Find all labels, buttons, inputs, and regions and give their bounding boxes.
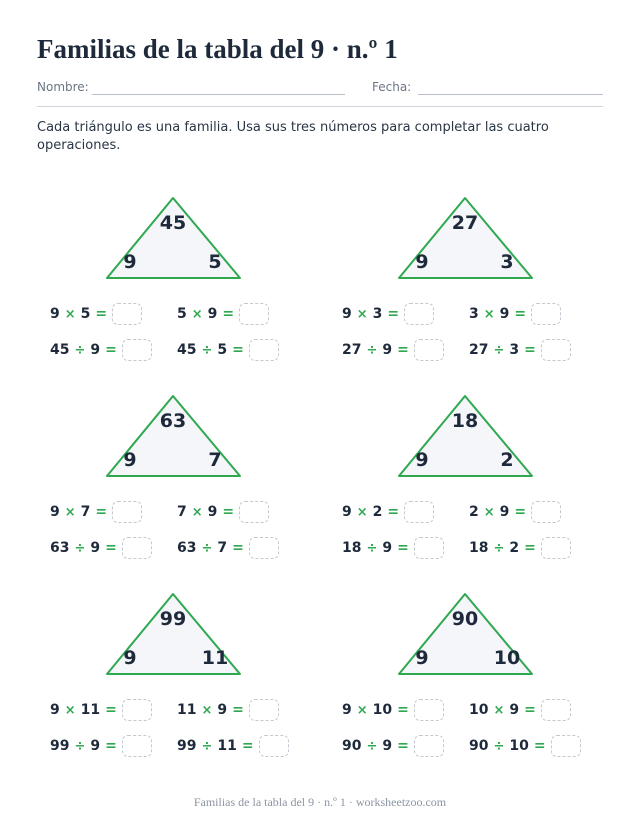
answer-box[interactable] xyxy=(249,339,279,361)
answer-box[interactable] xyxy=(259,735,289,757)
equals-sign: = xyxy=(533,738,546,754)
operand-b: 3 xyxy=(372,306,383,322)
operand-b: 9 xyxy=(90,540,101,556)
answer-box[interactable] xyxy=(122,537,152,559)
equation-row xyxy=(177,302,269,326)
operator-symbol: ÷ xyxy=(74,738,86,754)
triangle-top-number: 27 xyxy=(451,212,479,234)
operator-symbol: × xyxy=(483,306,495,322)
operator-symbol: ÷ xyxy=(201,540,213,556)
family-triangle xyxy=(37,188,327,288)
answer-box[interactable] xyxy=(414,699,444,721)
equals-sign: = xyxy=(222,504,235,520)
footer: Familias de la tabla del 9 · n.º 1 · worksheetzoo.com xyxy=(193,795,447,809)
equals-sign: = xyxy=(105,342,117,358)
answer-box[interactable] xyxy=(541,339,571,361)
operand-a: 99 xyxy=(50,738,70,754)
equation-row xyxy=(342,536,444,560)
equation-row xyxy=(469,536,571,560)
answer-box[interactable] xyxy=(239,303,269,325)
operand-a: 10 xyxy=(469,702,489,718)
equation-row xyxy=(177,500,269,524)
operand-b: 10 xyxy=(372,702,393,718)
fact-family xyxy=(37,188,327,378)
equation-row xyxy=(469,698,571,722)
triangle-top-number: 99 xyxy=(159,608,187,630)
equals-sign: = xyxy=(222,306,235,322)
operand-a: 99 xyxy=(177,738,197,754)
equation-row xyxy=(342,734,444,758)
answer-box[interactable] xyxy=(414,339,444,361)
family-triangle xyxy=(37,584,327,684)
operator-symbol: × xyxy=(64,306,76,322)
operand-a: 5 xyxy=(177,306,187,322)
operand-a: 9 xyxy=(342,306,352,322)
operand-b: 3 xyxy=(509,342,520,358)
operand-a: 63 xyxy=(50,540,70,556)
family-triangle xyxy=(37,386,327,486)
equation-row xyxy=(342,338,444,362)
equals-sign: = xyxy=(241,738,254,754)
operator-symbol: × xyxy=(493,702,505,718)
operator-symbol: ÷ xyxy=(366,540,378,556)
equation-row xyxy=(177,698,279,722)
operand-a: 2 xyxy=(469,504,479,520)
operand-b: 9 xyxy=(207,306,218,322)
fact-family xyxy=(329,584,619,774)
name-field[interactable] xyxy=(92,94,345,95)
equals-sign: = xyxy=(232,342,244,358)
triangle-left-number: 9 xyxy=(123,251,137,273)
equation-row xyxy=(50,302,142,326)
operand-a: 90 xyxy=(469,738,489,754)
operand-b: 9 xyxy=(90,738,101,754)
answer-box[interactable] xyxy=(414,537,444,559)
operand-a: 27 xyxy=(469,342,489,358)
equation-row xyxy=(469,302,561,326)
equals-sign: = xyxy=(397,702,409,718)
answer-box[interactable] xyxy=(112,303,142,325)
triangle-right-number: 7 xyxy=(208,449,222,471)
equation-row xyxy=(342,698,444,722)
operator-symbol: × xyxy=(356,504,368,520)
equation-row xyxy=(50,536,152,560)
operand-a: 9 xyxy=(50,504,60,520)
equals-sign: = xyxy=(514,306,527,322)
worksheet-title: Familias de la tabla del 9 · n.º 1 xyxy=(37,34,398,64)
equals-sign: = xyxy=(387,306,400,322)
operand-b: 9 xyxy=(217,702,228,718)
operator-symbol: ÷ xyxy=(201,738,213,754)
operand-a: 9 xyxy=(342,702,352,718)
answer-box[interactable] xyxy=(112,501,142,523)
answer-box[interactable] xyxy=(249,699,279,721)
operand-a: 18 xyxy=(469,540,489,556)
operand-a: 90 xyxy=(342,738,362,754)
header-divider xyxy=(37,106,603,107)
answer-box[interactable] xyxy=(122,699,152,721)
triangle-left-number: 9 xyxy=(123,449,137,471)
triangle-top-number: 18 xyxy=(451,410,479,432)
equals-sign: = xyxy=(232,540,244,556)
equals-sign: = xyxy=(95,504,108,520)
operator-symbol: × xyxy=(483,504,495,520)
operand-b: 2 xyxy=(372,504,383,520)
fact-family xyxy=(37,584,327,774)
answer-box[interactable] xyxy=(531,501,561,523)
equation-row xyxy=(177,338,279,362)
equals-sign: = xyxy=(397,738,409,754)
equation-row xyxy=(469,338,571,362)
instructions: Cada triángulo es una familia. Usa sus tres números para completar las cuatro operaciones. xyxy=(37,120,549,153)
operator-symbol: × xyxy=(64,702,76,718)
answer-box[interactable] xyxy=(122,735,152,757)
operand-b: 9 xyxy=(207,504,218,520)
equation-row xyxy=(342,302,434,326)
operand-b: 9 xyxy=(499,306,510,322)
operand-a: 27 xyxy=(342,342,362,358)
equals-sign: = xyxy=(232,702,244,718)
answer-box[interactable] xyxy=(239,501,269,523)
triangle-left-number: 9 xyxy=(123,647,137,669)
operand-b: 11 xyxy=(80,702,101,718)
equation-row xyxy=(50,734,152,758)
equals-sign: = xyxy=(397,540,409,556)
operand-b: 2 xyxy=(509,540,520,556)
operand-b: 7 xyxy=(217,540,228,556)
operand-a: 63 xyxy=(177,540,197,556)
answer-box[interactable] xyxy=(414,735,444,757)
operand-a: 11 xyxy=(177,702,197,718)
answer-box[interactable] xyxy=(404,501,434,523)
triangle-top-number: 90 xyxy=(451,608,479,630)
operator-symbol: ÷ xyxy=(366,738,378,754)
triangle-top-number: 63 xyxy=(159,410,187,432)
equals-sign: = xyxy=(514,504,527,520)
equals-sign: = xyxy=(95,306,108,322)
operand-a: 45 xyxy=(50,342,70,358)
operand-b: 9 xyxy=(382,342,393,358)
operator-symbol: × xyxy=(356,306,368,322)
equation-row xyxy=(177,536,279,560)
answer-box[interactable] xyxy=(531,303,561,325)
operator-symbol: × xyxy=(191,504,203,520)
operator-symbol: × xyxy=(356,702,368,718)
operator-symbol: ÷ xyxy=(74,540,86,556)
equation-row xyxy=(50,500,142,524)
operand-b: 9 xyxy=(509,702,520,718)
family-triangle xyxy=(329,386,619,486)
operator-symbol: × xyxy=(201,702,213,718)
operand-b: 7 xyxy=(80,504,91,520)
triangle-right-number: 11 xyxy=(201,647,229,669)
answer-box[interactable] xyxy=(122,339,152,361)
triangle-right-number: 5 xyxy=(208,251,222,273)
operand-b: 5 xyxy=(217,342,228,358)
equation-row xyxy=(50,338,152,362)
triangle-right-number: 2 xyxy=(500,449,514,471)
equation-row xyxy=(342,500,434,524)
equals-sign: = xyxy=(105,540,117,556)
answer-box[interactable] xyxy=(551,735,581,757)
equals-sign: = xyxy=(105,702,117,718)
operand-b: 9 xyxy=(382,540,393,556)
operand-b: 5 xyxy=(80,306,91,322)
operand-b: 10 xyxy=(509,738,529,754)
operand-b: 11 xyxy=(217,738,237,754)
answer-box[interactable] xyxy=(541,537,571,559)
date-field[interactable] xyxy=(418,94,603,95)
triangle-left-number: 9 xyxy=(415,251,429,273)
fact-family xyxy=(37,386,327,576)
equation-row xyxy=(469,500,561,524)
operator-symbol: × xyxy=(191,306,203,322)
triangle-right-number: 10 xyxy=(493,647,521,669)
operand-a: 9 xyxy=(50,306,60,322)
triangle-top-number: 45 xyxy=(159,212,187,234)
answer-box[interactable] xyxy=(404,303,434,325)
triangle-left-number: 9 xyxy=(415,449,429,471)
equals-sign: = xyxy=(105,738,117,754)
operand-a: 9 xyxy=(50,702,60,718)
equation-row xyxy=(469,734,581,758)
name-label: Nombre: xyxy=(37,80,89,94)
answer-box[interactable] xyxy=(249,537,279,559)
operand-b: 9 xyxy=(90,342,101,358)
operand-a: 45 xyxy=(177,342,197,358)
fact-family xyxy=(329,188,619,378)
operand-a: 9 xyxy=(342,504,352,520)
operator-symbol: ÷ xyxy=(493,342,505,358)
operator-symbol: ÷ xyxy=(366,342,378,358)
operand-b: 9 xyxy=(499,504,510,520)
family-triangle xyxy=(329,188,619,288)
operand-a: 7 xyxy=(177,504,187,520)
operand-a: 18 xyxy=(342,540,362,556)
equals-sign: = xyxy=(524,540,536,556)
operator-symbol: ÷ xyxy=(493,738,505,754)
equals-sign: = xyxy=(387,504,400,520)
date-label: Fecha: xyxy=(372,80,412,94)
fact-family xyxy=(329,386,619,576)
operator-symbol: ÷ xyxy=(201,342,213,358)
operator-symbol: ÷ xyxy=(493,540,505,556)
family-triangle xyxy=(329,584,619,684)
equation-row xyxy=(177,734,289,758)
equals-sign: = xyxy=(524,342,536,358)
answer-box[interactable] xyxy=(541,699,571,721)
triangle-right-number: 3 xyxy=(500,251,514,273)
equals-sign: = xyxy=(524,702,536,718)
operand-b: 9 xyxy=(382,738,393,754)
triangle-left-number: 9 xyxy=(415,647,429,669)
equation-row xyxy=(50,698,152,722)
operand-a: 3 xyxy=(469,306,479,322)
operator-symbol: × xyxy=(64,504,76,520)
operator-symbol: ÷ xyxy=(74,342,86,358)
equals-sign: = xyxy=(397,342,409,358)
